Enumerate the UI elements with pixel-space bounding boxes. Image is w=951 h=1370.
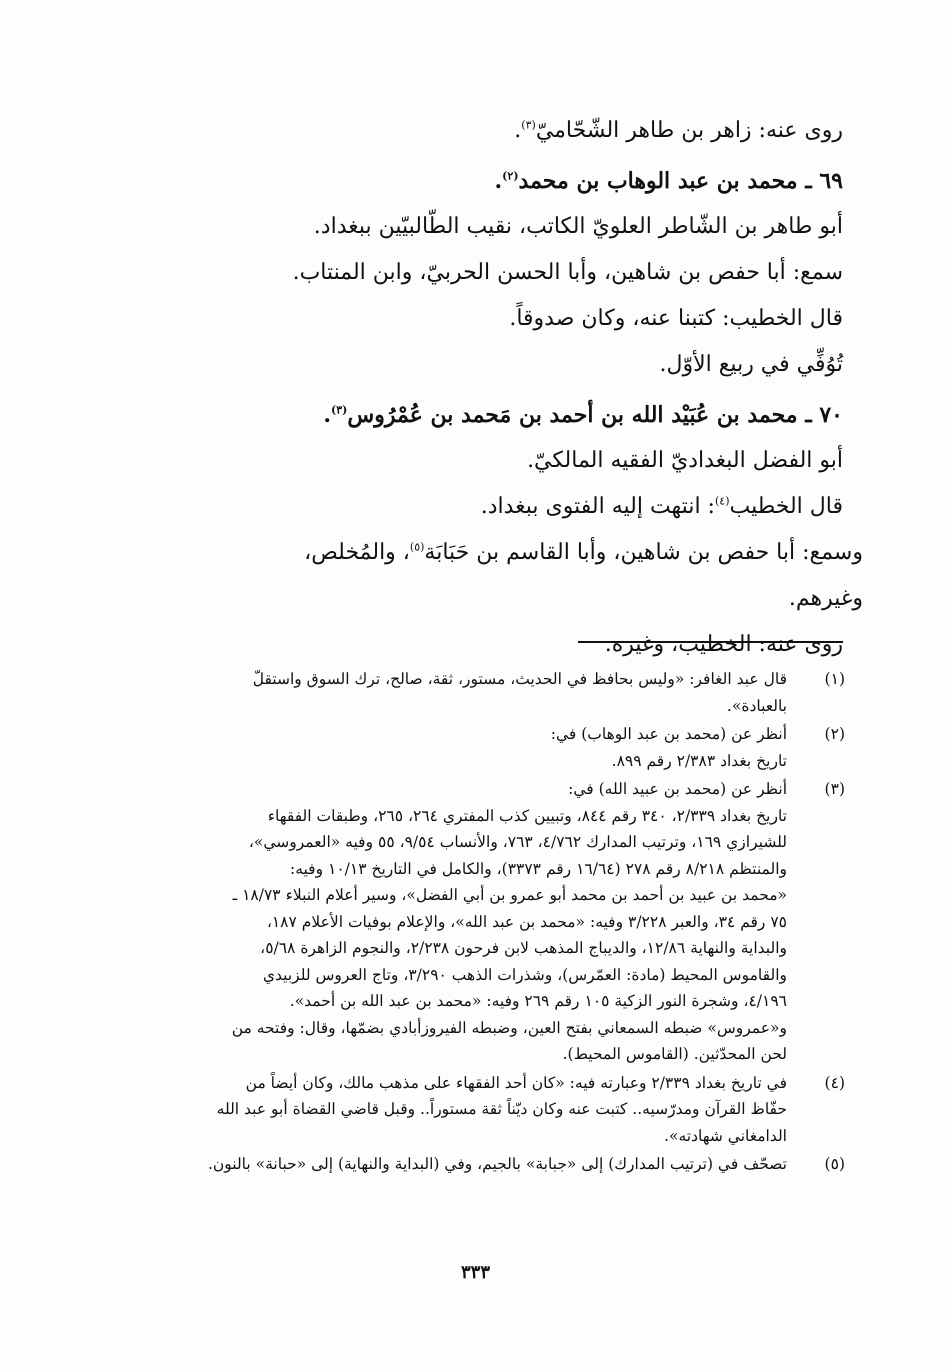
- footnote-line: «محمد بن عبيد بن أحمد بن محمد أبو عمرو بن أبي الفضل»، وسير أعلام النبلاء ١٨/٧٣ ـ: [232, 886, 787, 904]
- footnote-3: [128, 776, 845, 1068]
- footnote-line: أنظر عن (محمد بن عبيد الله) في:: [568, 780, 787, 798]
- narration-line: روى عنه: زاهر بن طاهر الشّحّاميّ$^{(٣)}$.: [514, 118, 843, 143]
- footnote-number: (٤): [824, 1073, 845, 1092]
- footnote-ref: (٥): [409, 540, 425, 554]
- footnote-5: [128, 1151, 845, 1178]
- footnote-line: لحن المحدّثين. (القاموس المحيط).: [562, 1045, 787, 1063]
- main-text: [130, 108, 863, 668]
- entry-69-line: سمع: أبا حفص بن شاهين، وأبا الحسن الحربيّ، وابن المنتاب.: [292, 260, 843, 285]
- entry-70-line: روى عنه: الخطيب، وغيره.: [604, 632, 843, 657]
- footnote-number: (٢): [824, 725, 845, 743]
- entry-70-line: أبو الفضل البغداديّ الفقيه المالكيّ.: [527, 448, 843, 473]
- footnote-line: والبداية والنهاية ١٢/٨٦، والديباج المذهب لابن فرحون ٢/٢٣٨، والنجوم الزاهرة ٥/٦٨،: [260, 939, 787, 957]
- footnote-line: قال عبد الغافر: «وليس بحافظ في الحديث، مستور، ثقة، صالح، ترك السوق واستقلّ: [252, 670, 787, 688]
- entry-70-line: قال الخطيب$^{(٤)}$: انتهت إليه الفتوى ببغداد.: [480, 494, 843, 519]
- footnote-line: و«عمروس» ضبطه السمعاني بفتح العين، وضبطه الفيروزأبادي بضمّها، وقال: وفتحه من: [231, 1018, 787, 1037]
- footnote-ref: (٤): [714, 494, 730, 508]
- footnote-1: [128, 666, 845, 719]
- footnote-ref: (٣): [331, 403, 348, 417]
- footnote-line: للشيرازي ١٦٩، وترتيب المدارك ٤/٧٦٢، ٧٦٣، والأنساب ٩/٥٤، ٥٥ وفيه «العمروسي»،: [248, 833, 787, 851]
- entry-70-line: وغيرهم.: [788, 586, 863, 611]
- entry-69-line: تُوُفِّي في ربيع الأوّل.: [659, 352, 843, 377]
- entry-69-line: أبو طاهر بن الشّاطر العلويّ الكاتب، نقيب الطّالبيّين ببغداد.: [313, 214, 843, 239]
- footnotes: [128, 666, 845, 1180]
- footnote-line: تاريخ بغداد ٢/٣٨٣ رقم ٨٩٩.: [611, 751, 787, 770]
- entry-69-line: قال الخطيب: كتبنا عنه، وكان صدوقاً.: [509, 306, 843, 331]
- entry-69-heading: ٦٩ ـ محمد بن عبد الوهاب بن محمد$^{(٢)}$.: [494, 168, 843, 194]
- footnote-2: [128, 721, 845, 774]
- footnote-line: في تاريخ بغداد ٢/٣٣٩ وعبارته فيه: «كان أحد الفقهاء على مذهب مالك، وكان أيضاً من: [245, 1073, 787, 1092]
- footnote-line: تاريخ بغداد ٢/٣٣٩، ٣٤٠ رقم ٨٤٤، وتبيين كذب المفتري ٢٦٤، ٢٦٥، وطبقات الفقهاء: [267, 806, 787, 825]
- entry-70-line: وسمع: أبا حفص بن شاهين، وأبا القاسم بن حَبَابَة$^{(٥)}$، والمُخلص،: [304, 540, 863, 565]
- footnote-line: بالعبادة».: [726, 696, 787, 715]
- footnote-line: والقاموس المحيط (مادة: العمّرس)، وشذرات الذهب ٣/٢٩٠، وتاج العروس للزبيدي: [262, 965, 787, 984]
- footnote-line: تصحّف في (ترتيب المدارك) إلى «جبابة» بالجيم، وفي (البداية والنهاية) إلى «حبانة» بالنون.: [207, 1155, 787, 1173]
- footnote-line: والمنتظم ٨/٢١٨ رقم ٢٧٨ (١٦/٦٤ رقم ٣٣٧٣)، والكامل في التاريخ ١٠/١٣ وفيه:: [289, 859, 787, 878]
- page-number: ٣٣٣: [460, 1262, 490, 1283]
- footnote-number: (١): [824, 670, 845, 688]
- entry-70-heading: ٧٠ ـ محمد بن عُبَيْد الله بن أحمد بن مَحمد بن عُمْرُوس$^{(٣)}$.: [323, 402, 843, 428]
- footnote-line: الدامغاني شهادته».: [664, 1126, 787, 1145]
- footnote-line: ٤/١٩٦، وشجرة النور الزكية ١٠٥ رقم ٢٦٩ وفيه: «محمد بن عبد الله بن أحمد».: [289, 992, 787, 1010]
- footnote-ref: (٣): [521, 118, 536, 132]
- footnote-line: أنظر عن (محمد بن عبد الوهاب) في:: [550, 725, 787, 743]
- footnote-4: [128, 1070, 845, 1150]
- footnote-divider: [578, 641, 843, 643]
- footnote-line: حفّاظ القرآن ومدرّسيه.. كتبت عنه وكان ديّناً ثقة مستوراً.. وقبل قاضي القضاة أبو عبد الله: [216, 1100, 787, 1118]
- footnote-line: ٧٥ رقم ٣٤، والعبر ٣/٢٢٨ وفيه: «محمد بن عبد الله»، والإعلام بوفيات الأعلام ١٨٧،: [266, 912, 787, 931]
- footnote-number: (٣): [824, 780, 845, 798]
- footnote-ref: (٢): [502, 169, 519, 183]
- footnote-number: (٥): [824, 1155, 845, 1173]
